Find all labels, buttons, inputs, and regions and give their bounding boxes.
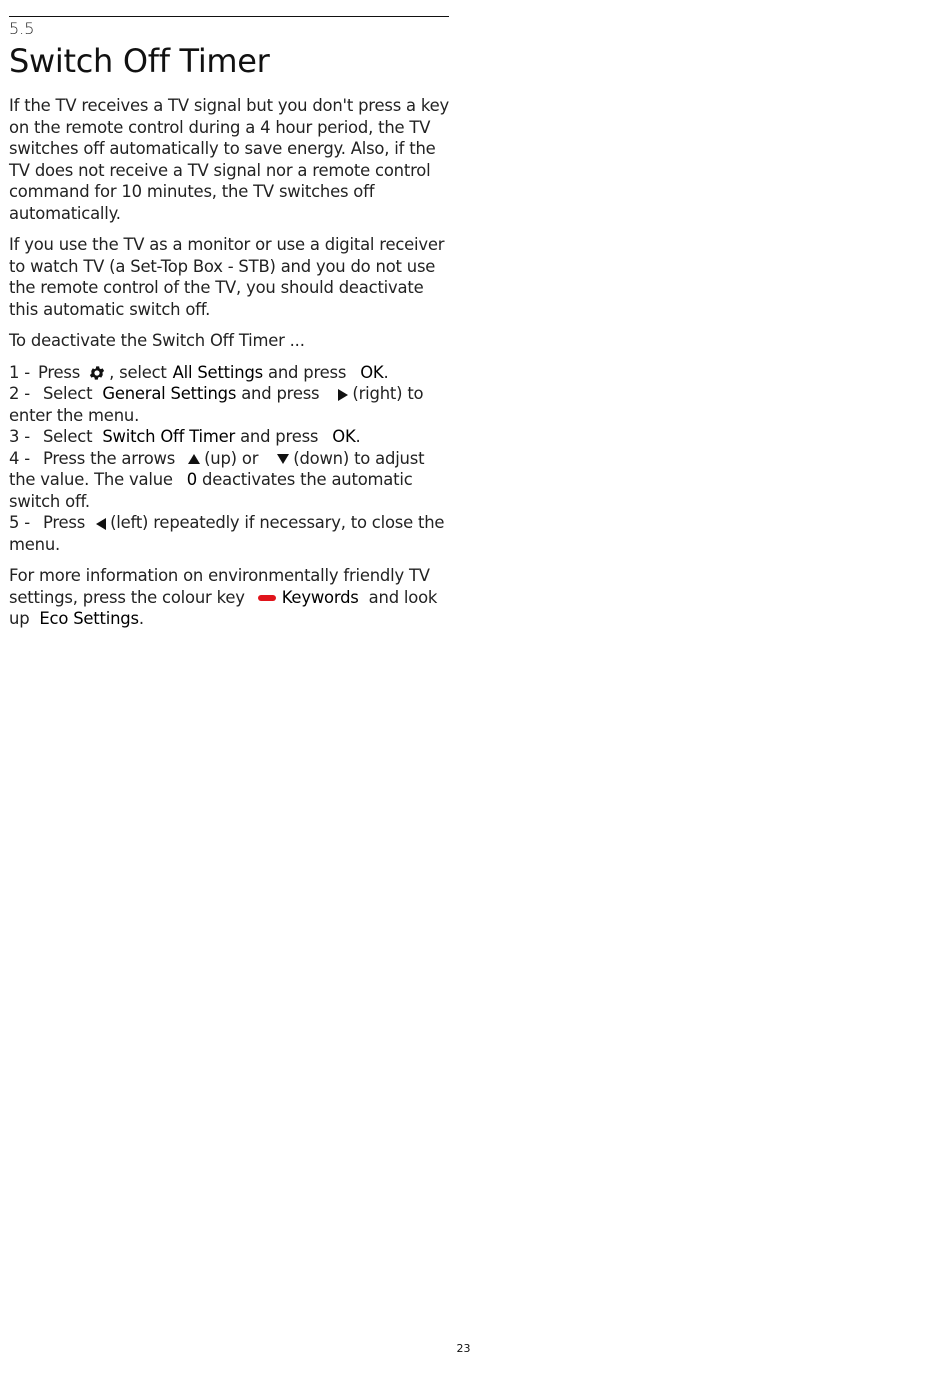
step-text: , select bbox=[109, 362, 167, 382]
paragraph-deactivate: To deactivate the Switch Off Timer ... bbox=[9, 331, 305, 350]
step-text: and press bbox=[268, 362, 347, 382]
step-2 bbox=[9, 383, 449, 426]
paragraph-eco bbox=[9, 565, 449, 630]
gear-icon bbox=[88, 364, 106, 382]
step-text: Select bbox=[42, 384, 93, 403]
step-text: (down) to adjust the value. The value bbox=[9, 448, 425, 489]
step-text: Press bbox=[42, 513, 86, 532]
step-number: 3 - bbox=[9, 427, 30, 446]
step-text: Press the arrows bbox=[42, 448, 176, 468]
step-text: (right) to enter the menu. bbox=[9, 384, 424, 425]
keyword-zero: 0 bbox=[186, 470, 197, 489]
keyword-all-settings: All Settings bbox=[172, 362, 263, 382]
step-number: 4 - bbox=[9, 448, 30, 468]
keyword-ok: OK bbox=[360, 362, 384, 382]
step-number: 1 - bbox=[9, 362, 30, 382]
step-text: Press bbox=[37, 362, 81, 382]
paragraph-monitor: If you use the TV as a monitor or use a digital receiver to watch TV (a Set-Top Box - STB) and you do not use the remote control of the TV, you should deactivate this automatic switch off. bbox=[9, 235, 445, 319]
step-text: deactivates the automatic switch off. bbox=[9, 470, 413, 511]
arrow-left-icon bbox=[95, 517, 107, 531]
arrow-down-icon bbox=[276, 453, 290, 465]
page-number: 23 bbox=[456, 1342, 471, 1355]
keyword-ok: OK bbox=[332, 427, 356, 446]
step-1 bbox=[9, 362, 449, 384]
eco-text: and look up bbox=[9, 587, 438, 628]
steps-list bbox=[9, 362, 449, 556]
section-title: Switch Off Timer bbox=[9, 42, 270, 80]
keyword-eco-settings: Eco Settings bbox=[39, 609, 139, 628]
section-rule bbox=[9, 16, 449, 17]
keyword-general-settings: General Settings bbox=[102, 384, 237, 403]
step-text: (left) repeatedly if necessary, to close the menu. bbox=[9, 513, 445, 554]
step-text: (up) or bbox=[204, 448, 259, 468]
keyword-switch-off-timer: Switch Off Timer bbox=[102, 427, 236, 446]
step-text: and press bbox=[241, 384, 320, 403]
step-5 bbox=[9, 512, 449, 555]
step-text: . bbox=[383, 362, 389, 382]
red-colour-key-icon bbox=[257, 594, 277, 602]
step-4 bbox=[9, 448, 449, 513]
step-text: Select bbox=[42, 427, 93, 446]
step-3 bbox=[9, 426, 449, 448]
eco-text: For more information on environmentally friendly TV settings, press the colour key bbox=[9, 566, 430, 607]
arrow-up-icon bbox=[187, 453, 201, 465]
page-content bbox=[9, 16, 449, 640]
step-number: 2 - bbox=[9, 384, 30, 403]
keyword-keywords: Keywords bbox=[281, 587, 359, 607]
section-number: 5.5 bbox=[9, 19, 35, 38]
arrow-right-icon bbox=[337, 388, 349, 402]
step-text: . bbox=[355, 427, 361, 446]
step-number: 5 - bbox=[9, 513, 30, 532]
step-text: and press bbox=[240, 427, 319, 446]
paragraph-intro: If the TV receives a TV signal but you don't press a key on the remote control during a 4 hour period, the TV switches off automatically to save energy. Also, if the TV does not receive a TV signal nor a remote control command for 10 minutes, the TV switches off automatically. bbox=[9, 96, 450, 223]
eco-text: . bbox=[138, 609, 144, 628]
